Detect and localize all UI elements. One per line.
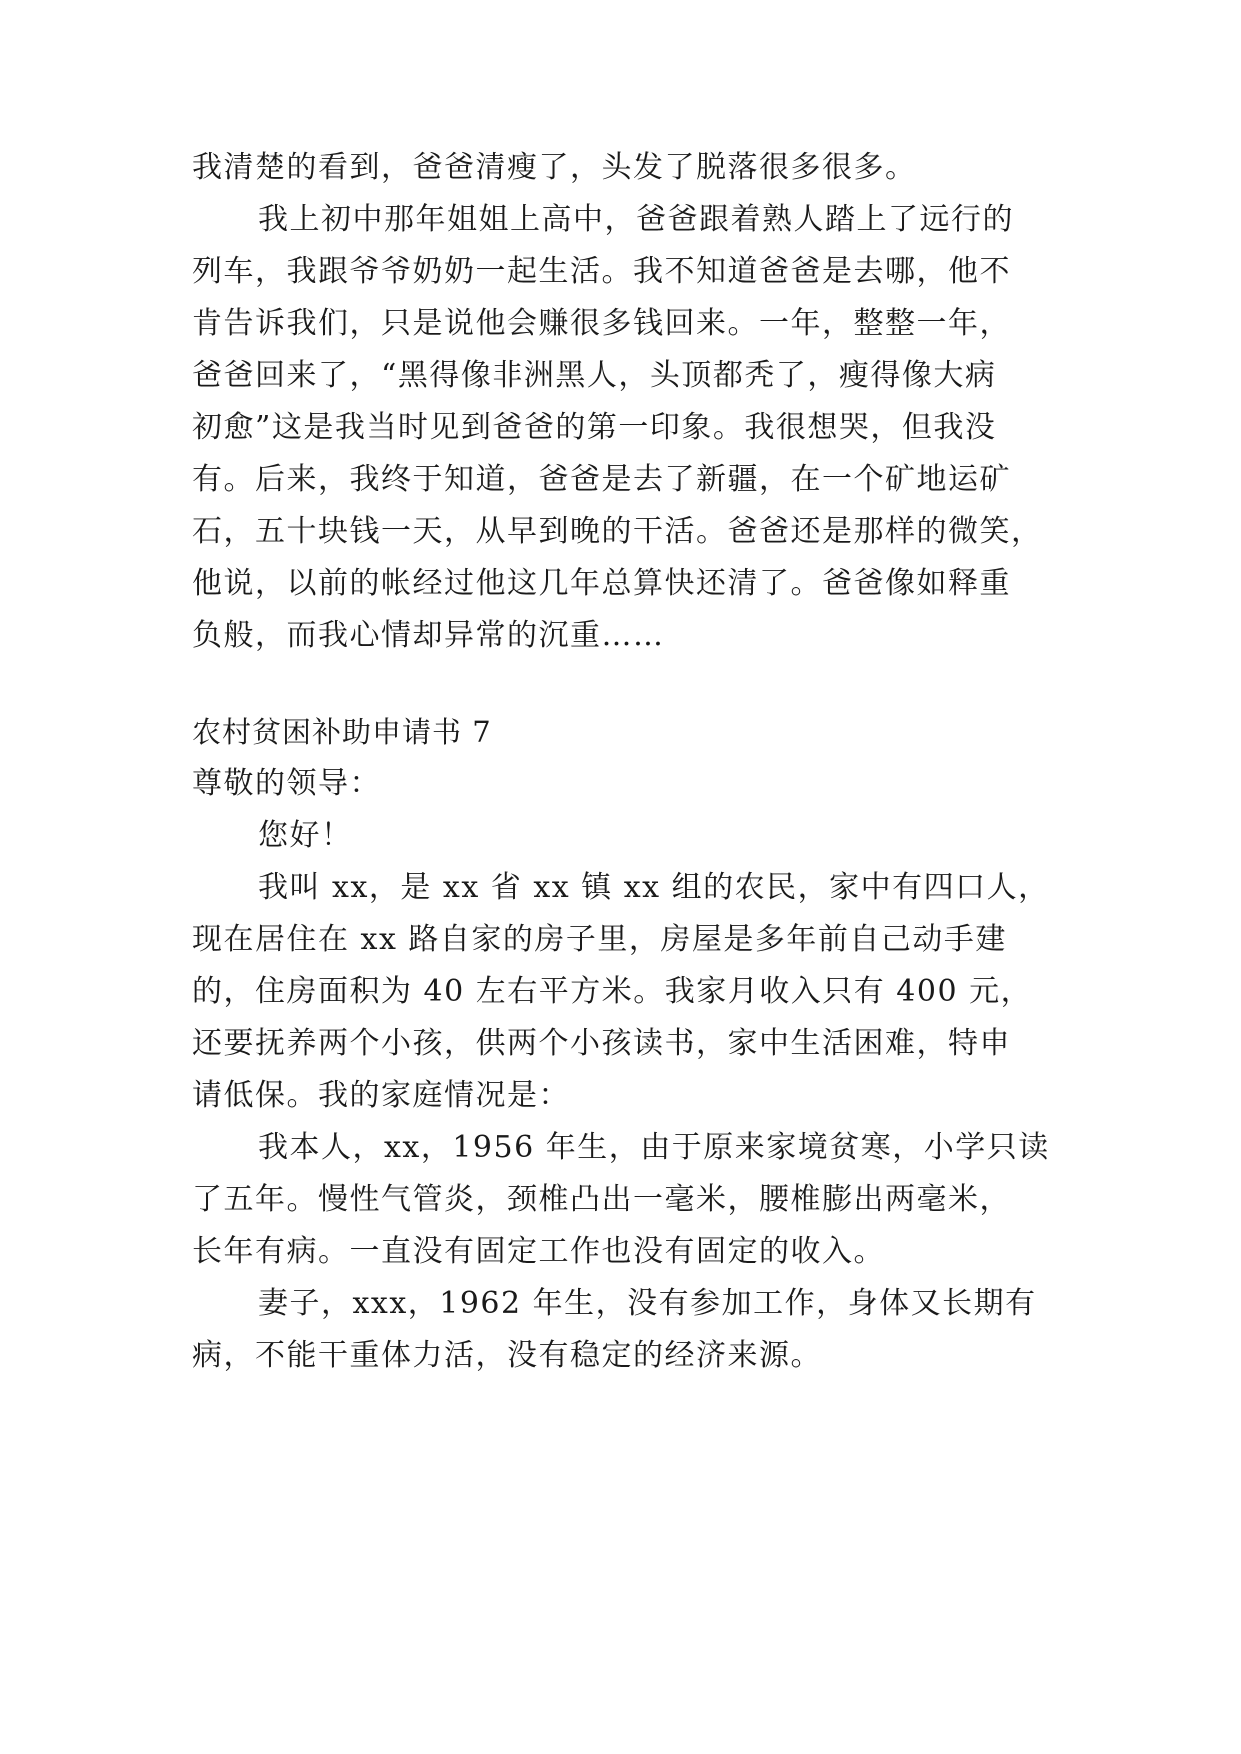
text-line: 长年有病。一直没有固定工作也没有固定的收入。 bbox=[192, 1234, 885, 1269]
text-line: 妻子，xxx，1962 年生，没有参加工作，身体又长期有 bbox=[258, 1286, 1037, 1321]
text-line: 列车，我跟爷爷奶奶一起生活。我不知道爸爸是去哪，他不 bbox=[192, 254, 1011, 289]
text-line: 肯告诉我们，只是说他会赚很多钱回来。一年，整整一年， bbox=[192, 306, 1011, 341]
text-line: 我叫 xx，是 xx 省 xx 镇 xx 组的农民，家中有四口人， bbox=[258, 870, 1050, 905]
text-line: 爸爸回来了，“黑得像非洲黑人，头顶都秃了，瘦得像大病 bbox=[192, 358, 997, 393]
text-line: 石，五十块钱一天，从早到晚的干活。爸爸还是那样的微笑， bbox=[192, 514, 1043, 549]
text-line: 现在居住在 xx 路自家的房子里，房屋是多年前自己动手建 bbox=[192, 922, 1007, 957]
text-line: 负般，而我心情却异常的沉重…… bbox=[192, 618, 665, 653]
text-line: 我清楚的看到，爸爸清瘦了，头发了脱落很多很多。 bbox=[192, 150, 917, 185]
text-line: 的，住房面积为 40 左右平方米。我家月收入只有 400 元， bbox=[192, 974, 1033, 1009]
text-line: 他说，以前的帐经过他这几年总算快还清了。爸爸像如释重 bbox=[192, 566, 1011, 601]
text-line: 了五年。慢性气管炎，颈椎凸出一毫米，腰椎膨出两毫米， bbox=[192, 1182, 1011, 1217]
section-title: 农村贫困补助申请书 7 bbox=[192, 715, 492, 749]
text-line: 我本人，xx，1956 年生，由于原来家境贫寒，小学只读 bbox=[258, 1130, 1050, 1165]
salutation: 尊敬的领导： bbox=[192, 766, 381, 801]
greeting: 您好！ bbox=[258, 818, 353, 853]
text-line: 我上初中那年姐姐上高中，爸爸跟着熟人踏上了远行的 bbox=[258, 202, 1014, 237]
text-line: 初愈”这是我当时见到爸爸的第一印象。我很想哭，但我没 bbox=[192, 410, 997, 445]
text-line: 有。后来，我终于知道，爸爸是去了新疆，在一个矿地运矿 bbox=[192, 462, 1011, 497]
text-line: 还要抚养两个小孩，供两个小孩读书，家中生活困难，特申 bbox=[192, 1026, 1011, 1061]
text-line: 请低保。我的家庭情况是： bbox=[192, 1078, 570, 1113]
text-line: 病，不能干重体力活，没有稳定的经济来源。 bbox=[192, 1338, 822, 1373]
